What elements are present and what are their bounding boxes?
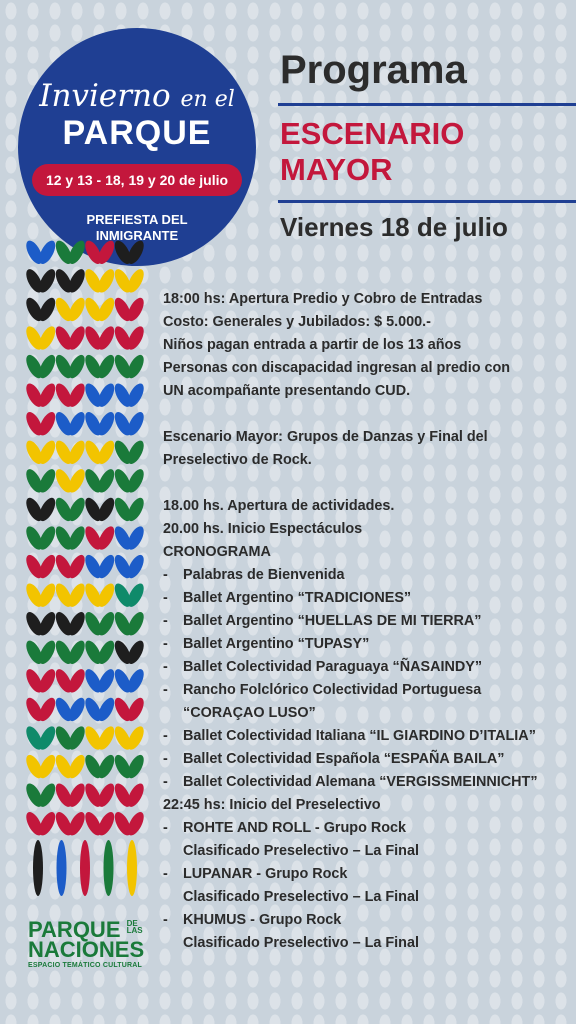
cronograma-item-continuation: “CORAÇAO LUSO” — [183, 705, 316, 721]
cronograma-item: - Ballet Argentino “HUELLAS DE MI TIERRA” — [163, 613, 482, 629]
spindle-shape — [33, 840, 43, 896]
event-logo — [18, 28, 256, 266]
rock-band: - LUPANAR - Grupo Rock — [163, 866, 348, 882]
knit-pattern-decoration — [26, 238, 144, 838]
logo-subtitle: PREFIESTA DEL INMIGRANTE — [86, 212, 188, 243]
stage-info-line: Preselectivo de Rock. — [163, 452, 312, 468]
cronograma-heading: CRONOGRAMA — [163, 544, 271, 560]
cronograma-item: - Ballet Colectividad Italiana “IL GIARDINO D’ITALIA” — [163, 728, 536, 744]
stage-divider — [278, 200, 576, 203]
spindle-decoration — [26, 838, 144, 900]
event-date: Viernes 18 de julio — [280, 212, 508, 242]
schedule-line: 18.00 hs. Apertura de actividades. — [163, 498, 395, 514]
spindle-shape — [104, 840, 114, 896]
spindle-shape — [57, 840, 67, 896]
schedule-line: 20.00 hs. Inicio Espectáculos — [163, 521, 363, 537]
cronograma-item: - Ballet Argentino “TUPASY” — [163, 636, 370, 652]
cronograma-item: - Ballet Colectividad Alemana “VERGISSMEINNICHT” — [163, 774, 538, 790]
spindle-shape — [127, 840, 137, 896]
info-line: Costo: Generales y Jubilados: $ 5.000.- — [163, 314, 431, 330]
program-content — [163, 288, 563, 955]
cronograma-item: - Ballet Colectividad Paraguaya “ÑASAINDY” — [163, 659, 483, 675]
cronograma-item: - Palabras de Bienvenida — [163, 567, 345, 583]
info-line: Personas con discapacidad ingresan al predio con — [163, 360, 511, 376]
title-divider — [278, 103, 576, 106]
logo-big-text: PARQUE — [62, 114, 212, 152]
cronograma-item: - Ballet Colectividad Española “ESPAÑA BAILA” — [163, 751, 505, 767]
cronograma-item: - Ballet Argentino “TRADICIONES” — [163, 590, 412, 606]
stage-info-block — [163, 426, 563, 472]
rock-band: - KHUMUS - Grupo Rock — [163, 912, 342, 928]
rock-band: - ROHTE AND ROLL - Grupo Rock — [163, 820, 407, 836]
info-line: 18:00 hs: Apertura Predio y Cobro de Entradas — [163, 291, 483, 307]
page-title: Programa — [280, 48, 467, 92]
rock-band-note: Clasificado Preselectivo – La Final — [183, 935, 419, 951]
stage-info-line: Escenario Mayor: Grupos de Danzas y Final del — [163, 429, 488, 445]
info-line: Niños pagan entrada a partir de los 13 años — [163, 337, 462, 353]
rock-band-note: Clasificado Preselectivo – La Final — [183, 889, 419, 905]
cronograma-item: - Rancho Folclórico Colectividad Portuguesa — [163, 682, 482, 698]
parque-naciones-logo: PARQUE DE LAS NACIONES ESPACIO TEMÁTICO CULTURAL — [28, 917, 145, 969]
logo-script-text: Invierno en el — [39, 78, 235, 114]
rock-band-note: Clasificado Preselectivo – La Final — [183, 843, 419, 859]
info-line: UN acompañante presentando CUD. — [163, 383, 411, 399]
spindle-shape — [80, 840, 90, 896]
event-dates-badge: 12 y 13 - 18, 19 y 20 de julio — [32, 164, 242, 196]
stage-title: ESCENARIO MAYOR — [280, 116, 465, 187]
info-block — [163, 288, 563, 403]
rock-heading: 22:45 hs: Inicio del Preselectivo — [163, 797, 381, 813]
